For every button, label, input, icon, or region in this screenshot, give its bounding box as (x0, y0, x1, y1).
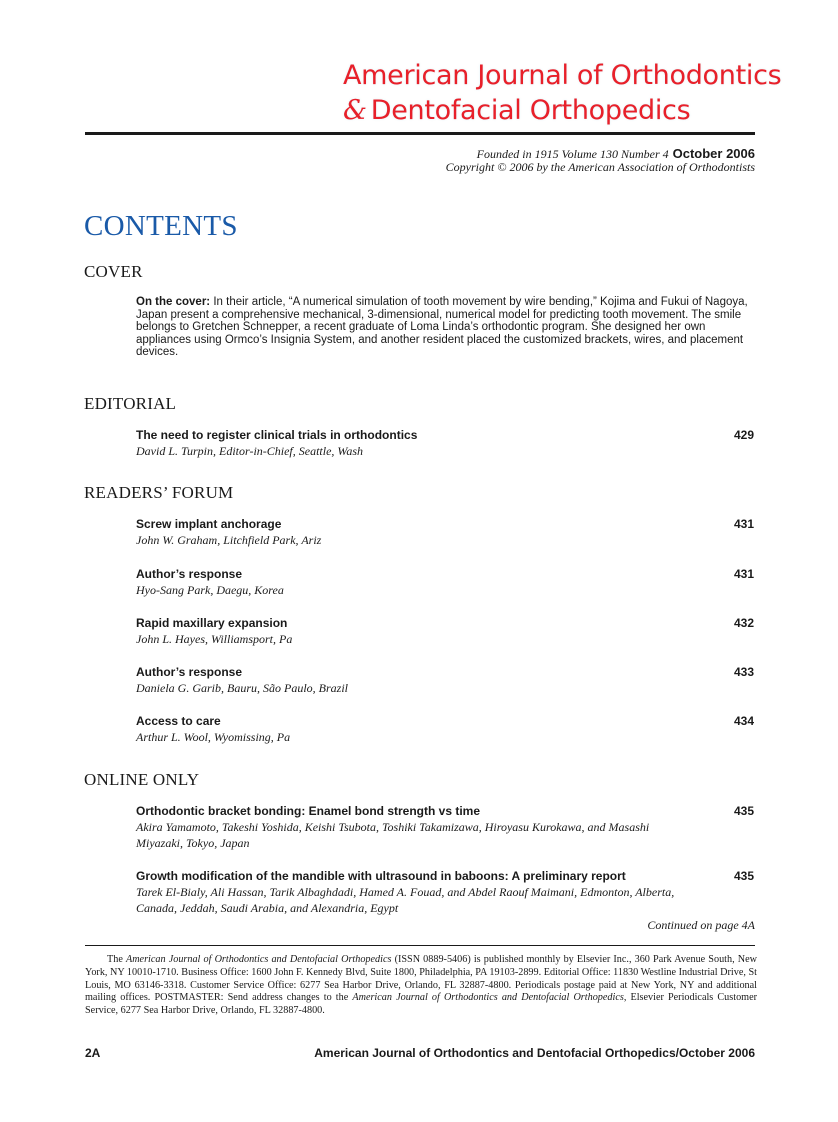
article-authors: John W. Graham, Litchfield Park, Ariz (136, 533, 322, 547)
cover-text: In their article, “A numerical simulation of tooth movement by wire bending,” Kojima and Fukui of Nagoya, Japan present a comprehensive mechanical, 3-dimensional, numerical model for predicting tooth movement. The smile belongs to Gretchen Schnepper, a recent graduate of Loma Linda’s orthodontic program. She designed her own appliances using Ormco’s Insignia System, and another resident placed the customized brackets, wires, and placement devices. (136, 296, 748, 359)
article-title[interactable]: Access to care (136, 714, 221, 728)
publication-info (85, 954, 757, 1018)
cover-description (136, 296, 756, 359)
page-number: 429 (733, 428, 754, 442)
article-authors: Arthur L. Wool, Wyomissing, Pa (136, 730, 291, 744)
page-number: 432 (733, 616, 754, 630)
journal-masthead-line2 (343, 95, 690, 126)
article-title[interactable]: Author’s response (136, 665, 243, 679)
article-title[interactable]: The need to register clinical trials in orthodontics (136, 428, 418, 442)
section-heading-readers-forum: READERS’ FORUM (84, 483, 234, 502)
copyright-notice: Copyright © 2006 by the American Association of Orthodontists (445, 160, 755, 174)
article-authors: Daniela G. Garib, Bauru, São Paulo, Brazil (136, 681, 348, 695)
page-number: 434 (733, 714, 754, 728)
article-title[interactable]: Orthodontic bracket bonding: Enamel bond strength vs time (136, 804, 481, 818)
journal-name: American Journal of Orthodontics and Dentofacial Orthopedics (352, 992, 624, 1004)
pubinfo-body: (ISSN 0889-5406) is published monthly by Elsevier Inc., 360 Park Avenue South, New York, NY 10010-1710. Business Office: 1600 John F. Kennedy Blvd, Suite 1800, Philadelphia, PA 19103-2899. Editorial Office: 11830 Westline Industrial Drive, St Louis, MO 63146-3318. Customer Service Office: 6277 Sea Harbor Drive, Orlando, FL 32887-4800. Periodicals postage paid at New York, NY and additional mailing offices. POSTMASTER: Send address changes to the (85, 954, 757, 1004)
page-number: 435 (733, 869, 754, 883)
pubinfo-prefix: The (107, 954, 126, 965)
article-authors: Hyo-Sang Park, Daegu, Korea (136, 583, 284, 597)
article-title[interactable]: Author’s response (136, 567, 243, 581)
page-number: 433 (733, 665, 754, 679)
cover-label: On the cover: (136, 296, 211, 308)
pubinfo-suffix: , Elsevier Periodicals Customer Service, 6277 Sea Harbor Drive, Orlando, FL 32887-4800. (85, 992, 757, 1017)
toc-entry[interactable] (136, 869, 756, 916)
article-title[interactable]: Growth modification of the mandible with ultrasound in baboons: A preliminary report (136, 869, 626, 883)
section-heading-cover: COVER (84, 262, 143, 281)
page-title: CONTENTS (84, 210, 238, 242)
page-number: 431 (733, 517, 754, 531)
issue-date: October 2006 (672, 146, 755, 161)
issue-volume: Founded in 1915 Volume 130 Number 4 (476, 147, 669, 161)
toc-entry[interactable] (136, 714, 756, 745)
article-authors: John L. Hayes, Williamsport, Pa (136, 632, 293, 646)
toc-entry[interactable] (136, 804, 756, 851)
article-title[interactable]: Rapid maxillary expansion (136, 616, 288, 630)
article-authors: Tarek El-Bialy, Ali Hassan, Tarik Albaghdadi, Hamed A. Fouad, and Abdel Raouf Maimani, Edmonton, Alberta, Canada, Jeddah, Saudi Arabia, and Alexandria, Egypt (136, 885, 675, 915)
page-number: 435 (733, 804, 754, 818)
toc-entry[interactable] (136, 517, 756, 548)
section-heading-editorial: EDITORIAL (84, 394, 177, 413)
page-folio: 2A (85, 1046, 101, 1060)
toc-entry[interactable] (136, 567, 756, 598)
article-authors: David L. Turpin, Editor-in-Chief, Seattle, Wash (136, 444, 363, 458)
article-title[interactable]: Screw implant anchorage (136, 517, 282, 531)
journal-masthead-line2-text: Dentofacial Orthopedics (370, 95, 691, 126)
continued-note: Continued on page 4A (647, 918, 755, 932)
ampersand-logo: & (343, 95, 367, 126)
section-heading-online-only: ONLINE ONLY (84, 770, 200, 789)
running-footer: American Journal of Orthodontics and Dentofacial Orthopedics/October 2006 (314, 1046, 755, 1060)
toc-entry[interactable] (136, 616, 756, 647)
article-authors: Akira Yamamoto, Takeshi Yoshida, Keishi Tsubota, Toshiki Takamizawa, Hiroyasu Kurokawa, and Masashi Miyazaki, Tokyo, Japan (136, 820, 650, 850)
footer-divider (85, 945, 755, 946)
page-number: 431 (733, 567, 754, 581)
toc-entry[interactable] (136, 665, 756, 696)
journal-masthead-line1: American Journal of Orthodontics (343, 60, 782, 91)
toc-entry[interactable] (136, 428, 756, 459)
journal-name: American Journal of Orthodontics and Dentofacial Orthopedics (125, 954, 392, 965)
masthead-divider (85, 132, 755, 135)
